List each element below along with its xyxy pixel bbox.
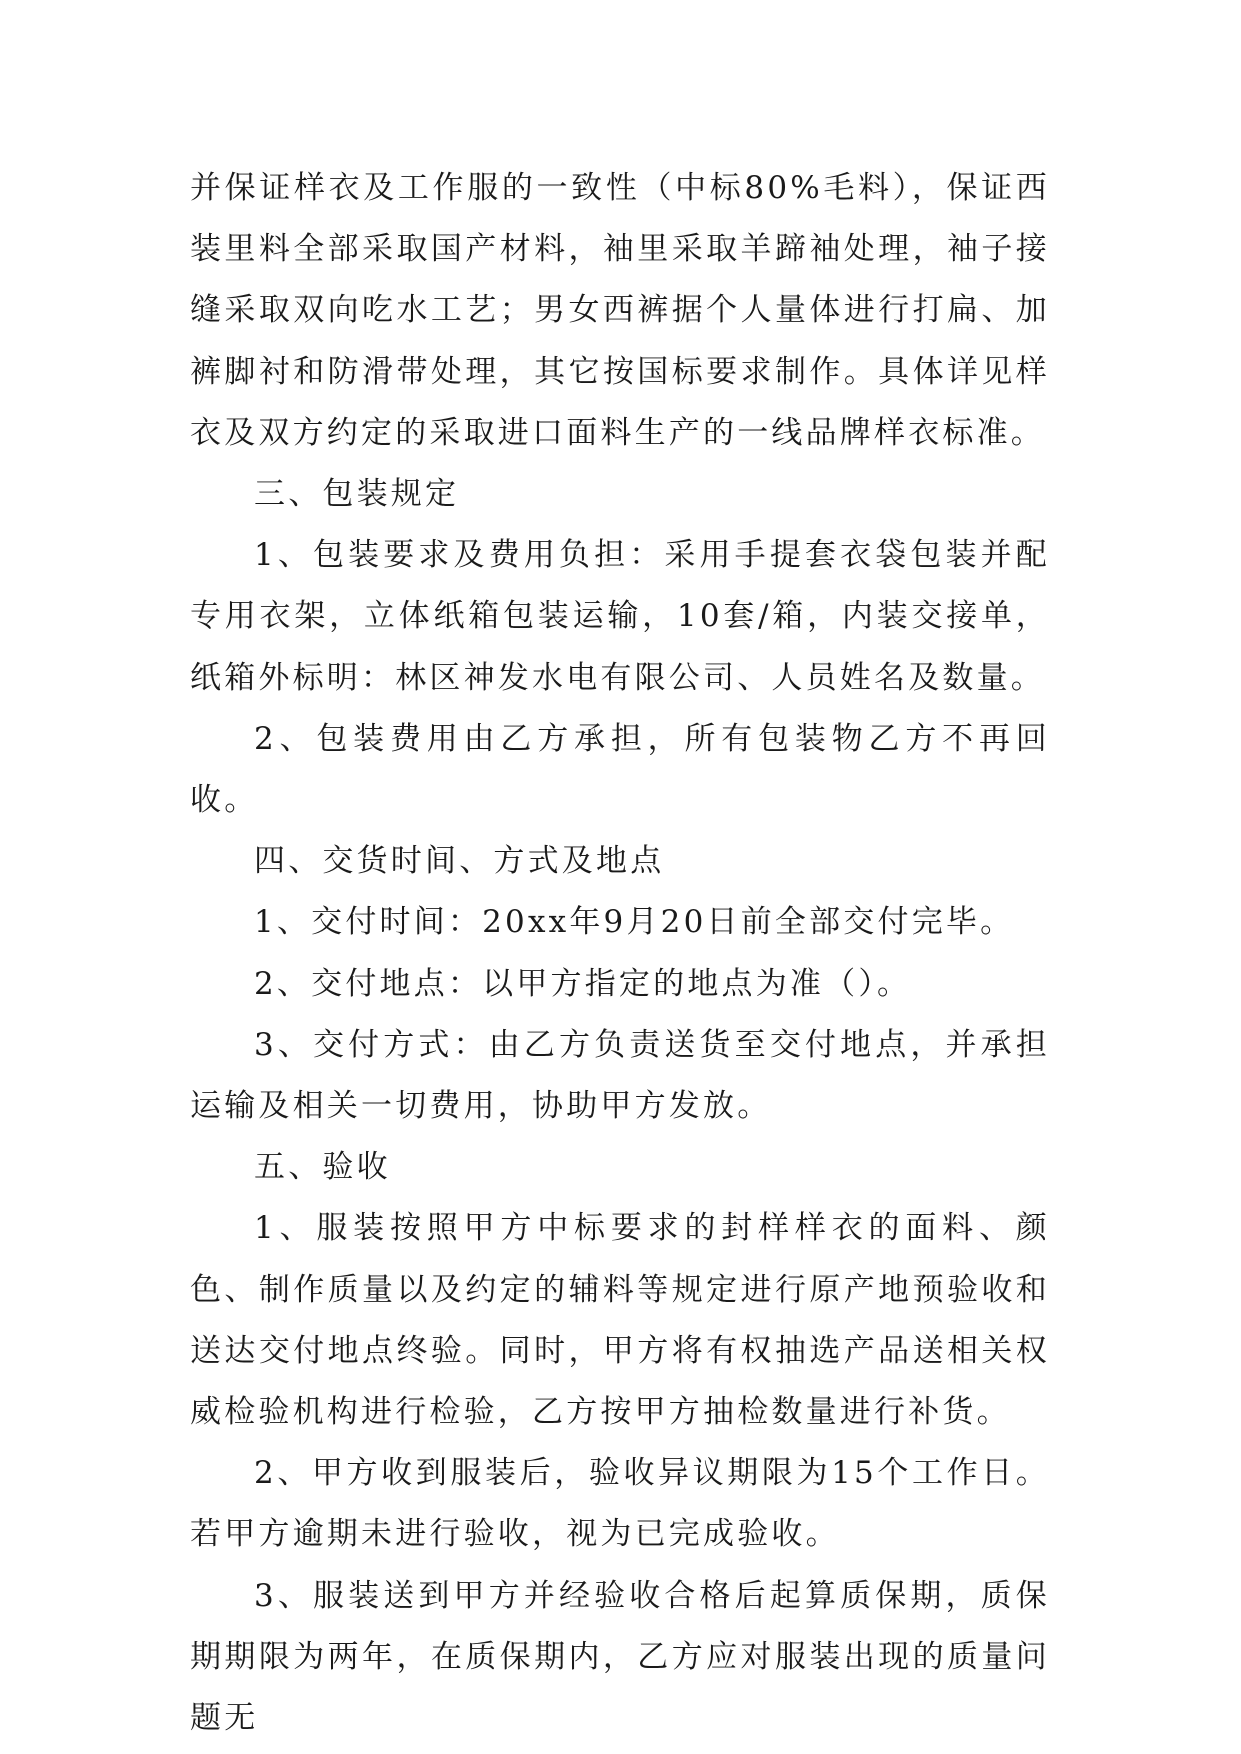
- paragraph-delivery-3: 3、交付方式：由乙方负责送货至交付地点，并承担运输及相关一切费用，协助甲方发放。: [190, 1026, 1050, 1125]
- heading-packaging: 三、包装规定: [254, 476, 460, 513]
- heading-acceptance: 五、验收: [254, 1149, 391, 1186]
- document-body: [190, 158, 1050, 1749]
- paragraph-packaging-1: 1、包装要求及费用负担：采用手提套衣袋包装并配专用衣架，立体纸箱包装运输，10套/箱，内装交接单，纸箱外标明：林区神发水电有限公司、人员姓名及数量。: [190, 537, 1050, 696]
- paragraph-delivery-2: 2、交付地点：以甲方指定的地点为准（）。: [254, 965, 912, 1002]
- heading-delivery: 四、交货时间、方式及地点: [254, 843, 665, 880]
- paragraph-specs-continued: 并保证样衣及工作服的一致性（中标80%毛料），保证西装里料全部采取国产材料，袖里采取羊蹄袖处理，袖子接缝采取双向吃水工艺；男女西裤据个人量体进行打扁、加裤脚衬和防滑带处理，其它按国标要求制作。具体详见样衣及双方约定的采取进口面料生产的一线品牌样衣标准。: [190, 170, 1050, 451]
- paragraph-delivery-1: 1、交付时间：20xx年9月20日前全部交付完毕。: [254, 904, 1015, 941]
- paragraph-acceptance-3: 3、服装送到甲方并经验收合格后起算质保期，质保期期限为两年，在质保期内，乙方应对服装出现的质量问题无: [190, 1577, 1050, 1737]
- paragraph-acceptance-2: 2、甲方收到服装后，验收异议期限为15个工作日。若甲方逾期未进行验收，视为已完成验收。: [190, 1455, 1050, 1553]
- paragraph-acceptance-1: 1、服装按照甲方中标要求的封样样衣的面料、颜色、制作质量以及约定的辅料等规定进行原产地预验收和送达交付地点终验。同时，甲方将有权抽选产品送相关权威检验机构进行检验，乙方按甲方抽检数量进行补货。: [190, 1210, 1050, 1431]
- paragraph-packaging-2: 2、包装费用由乙方承担，所有包装物乙方不再回收。: [190, 720, 1050, 819]
